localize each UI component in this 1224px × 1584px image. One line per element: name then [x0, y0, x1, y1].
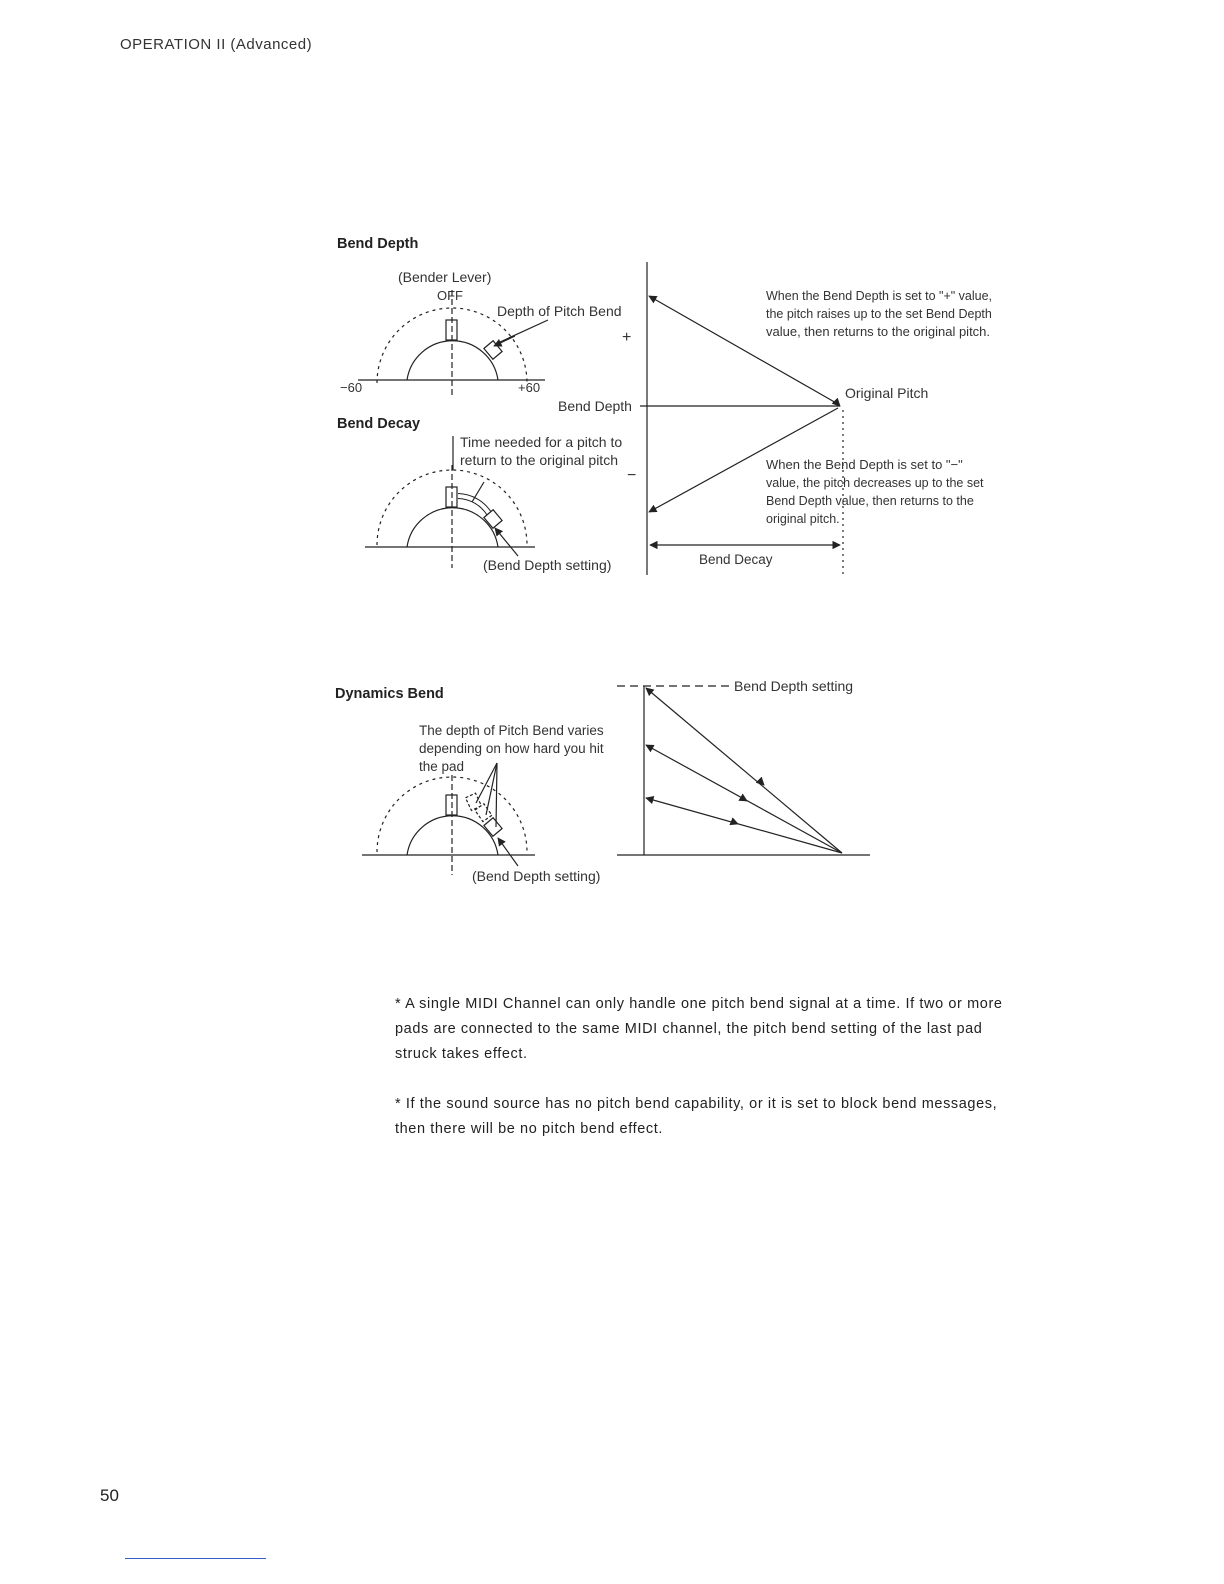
dynamics-desc-3: the pad	[419, 759, 465, 774]
plus-desc-2: the pitch raises up to the set Bend Depth	[766, 307, 992, 321]
plus-60-label: +60	[518, 380, 541, 395]
dynamics-setting-label: (Bend Depth setting)	[472, 868, 601, 884]
plus-sign: +	[622, 329, 632, 346]
note-sound-source: * If the sound source has no pitch bend capability, or it is set to block bend messages, then there will be no pitch bend effect.	[395, 1096, 998, 1137]
plus-desc-1: When the Bend Depth is set to "+" value,	[766, 289, 993, 303]
minus-sign: −	[627, 467, 637, 484]
dynamics-bend-lever-icon	[362, 763, 535, 875]
time-needed-2: return to the original pitch	[460, 452, 618, 468]
depth-of-pitch-bend-label: Depth of Pitch Bend	[497, 303, 622, 319]
bend-decay-heading: Bend Decay	[337, 416, 421, 432]
dynamics-depth-setting-label: Bend Depth setting	[734, 678, 854, 694]
bend-depth-heading: Bend Depth	[337, 236, 419, 252]
minus-60-label: −60	[340, 380, 363, 395]
minus-desc-4: original pitch.	[766, 512, 840, 526]
bend-depth-axis-label: Bend Depth	[558, 398, 632, 414]
off-label: OFF	[437, 288, 463, 303]
page-header: OPERATION II (Advanced)	[120, 36, 313, 53]
dynamics-bend-graph	[617, 686, 870, 855]
minus-desc-1: When the Bend Depth is set to "−"	[766, 457, 963, 472]
time-needed-1: Time needed for a pitch to	[460, 434, 623, 450]
bend-decay-axis-label: Bend Decay	[699, 552, 773, 567]
minus-desc-2: value, the pitch decreases up to the set	[766, 476, 984, 490]
dynamics-desc-1: The depth of Pitch Bend varies	[419, 723, 604, 738]
page-number: 50	[100, 1486, 119, 1505]
footer-line	[125, 1558, 266, 1559]
bender-lever-label: (Bender Lever)	[398, 269, 492, 285]
plus-desc-3: value, then returns to the original pitch.	[766, 324, 991, 339]
note-midi-channel: * A single MIDI Channel can only handle one pitch bend signal at a time. If two or more pads are connected to the same MIDI channel, the pitch bend setting of the last pad struck takes effect.	[395, 996, 1003, 1062]
original-pitch-label: Original Pitch	[845, 385, 929, 401]
dynamics-desc-2: depending on how hard you hit	[419, 741, 604, 756]
dynamics-bend-heading: Dynamics Bend	[335, 686, 444, 702]
minus-desc-3: Bend Depth value, then returns to the	[766, 494, 974, 508]
bend-decay-setting-label: (Bend Depth setting)	[483, 557, 612, 573]
